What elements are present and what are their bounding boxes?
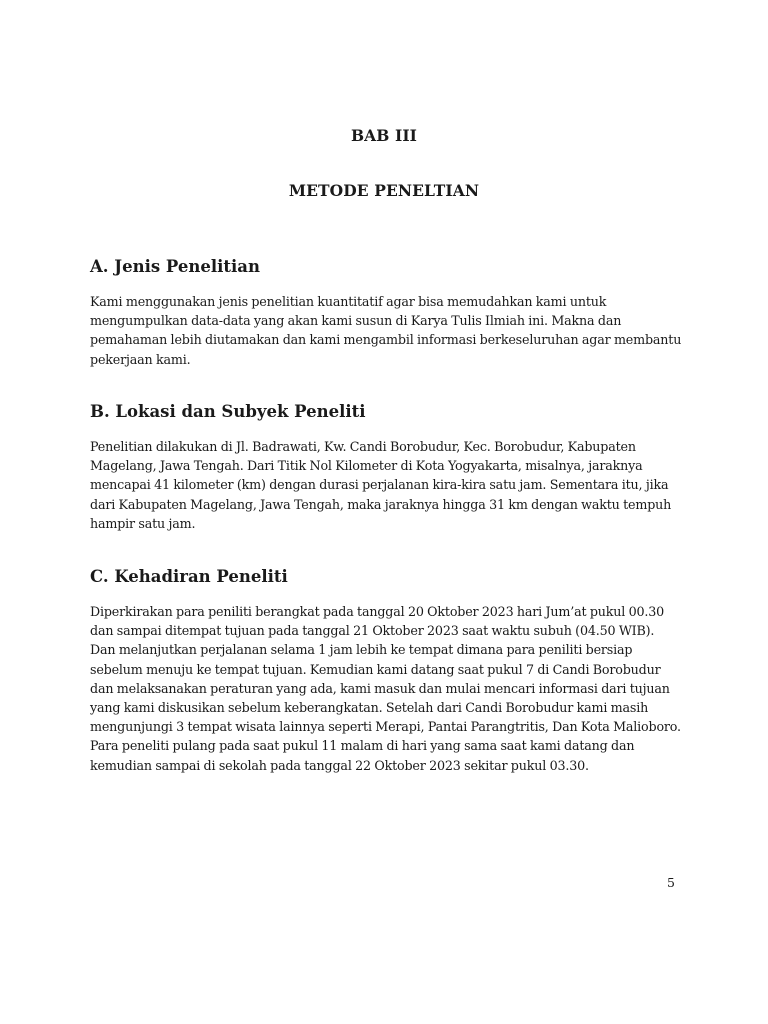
section-heading: B. Lokasi dan Subyek Peneliti xyxy=(90,402,366,421)
section-jenis-penelitian xyxy=(90,256,682,369)
section-lokasi-subyek xyxy=(90,401,682,533)
chapter-number: BAB III xyxy=(350,126,418,145)
page-number: 5 xyxy=(667,875,675,890)
section-paragraph: Kami menggunakan jenis penelitian kuantitatif agar bisa memudahkan kami untuk mengumpulkan data-data yang akan kami susun di Karya Tulis Ilmiah ini. Makna dan pemahaman lebih diutamakan dan kami mengambil informasi berkeseluruhan agar membantu pekerjaan kami. xyxy=(90,294,682,367)
section-kehadiran-peneliti xyxy=(90,566,682,775)
section-paragraph: Penelitian dilakukan di Jl. Badrawati, Kw. Candi Borobudur, Kec. Borobudur, Kabupaten Magelang, Jawa Tengah. Dari Titik Nol Kilometer di Kota Yogyakarta, misalnya, jaraknya mencapai 41 kilometer (km) dengan durasi perjalanan kira-kira satu jam. Sementara itu, jika dari Kabupaten Magelang, Jawa Tengah, maka jaraknya hingga 31 km dengan waktu tempuh hampir satu jam. xyxy=(90,439,672,531)
section-heading: C. Kehadiran Peneliti xyxy=(90,567,288,586)
section-paragraph: Diperkirakan para peniliti berangkat pada tanggal 20 Oktober 2023 hari Jum’at pukul 00.30 dan sampai ditempat tujuan pada tanggal 21 Oktober 2023 saat waktu subuh (04.50 WIB). Dan melanjutkan perjalanan selama 1 jam lebih ke tempat dimana para peniliti bersiap sebelum menuju ke tempat tujuan. Kemudian kami datang saat pukul 7 di Candi Borobudur dan melaksanakan peraturan yang ada, kami masuk dan mulai mencari informasi dari tujuan yang kami diskusikan sebelum keberangkatan. Setelah dari Candi Borobudur kami masih mengunjungi 3 tempat wisata lainnya seperti Merapi, Pantai Parangtritis, Dan Kota Malioboro. Para peneliti pulang pada saat pukul 11 malam di hari yang sama saat kami datang dan kemudian sampai di sekolah pada tanggal 22 Oktober 2023 sekitar pukul 03.30. xyxy=(90,604,681,773)
chapter-title: METODE PENELTIAN xyxy=(288,181,480,200)
section-heading: A. Jenis Penelitian xyxy=(90,257,260,276)
